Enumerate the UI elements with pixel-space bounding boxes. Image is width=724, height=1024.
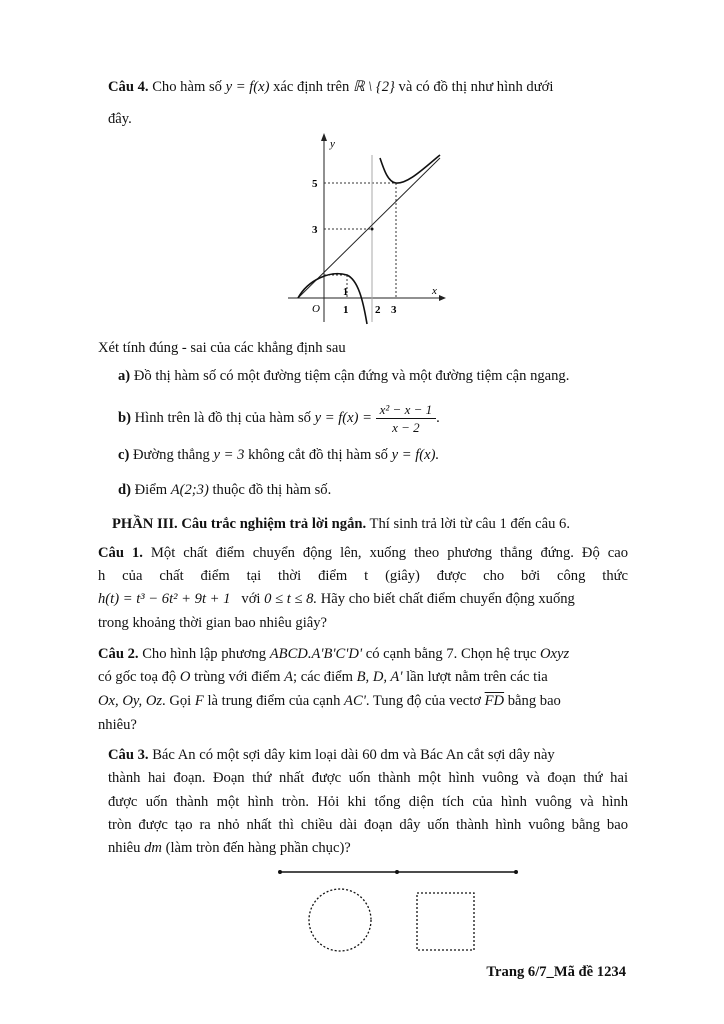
q4-c-text-b: không cắt đồ thị hàm số	[248, 447, 388, 463]
q4-d-text-b: thuộc đồ thị hàm số.	[212, 482, 332, 498]
small-label: 1	[343, 287, 348, 298]
q2-text-3a: . Gọi	[162, 693, 192, 709]
y-axis-label: y	[330, 138, 335, 150]
q4-statement-a	[118, 366, 569, 386]
q2-point-a: A	[284, 669, 294, 685]
y-tick-5: 5	[312, 178, 318, 190]
q2-vector: $\overline{FD}$	[484, 693, 505, 709]
q4-b-end: .	[436, 410, 440, 426]
q4-b-denominator: x − 2	[392, 420, 420, 436]
point-2-3	[371, 228, 374, 231]
q2-text-1b: có cạnh bằng 7. Chọn hệ trục	[365, 646, 537, 662]
part3-heading: PHẦN III. Câu trắc nghiệm trả lời ngắn.	[112, 516, 367, 532]
q3-text-5a: nhiêu	[108, 840, 141, 856]
graph-left-branch	[298, 274, 367, 324]
q4-intro-text-c: và có đồ thị như hình dưới	[398, 79, 554, 95]
q3-length: 60 dm	[362, 747, 400, 763]
q2-text-3c: . Tung độ của vectơ	[365, 693, 481, 709]
q2-cube: ABCD.A'B'C'D'	[269, 646, 363, 662]
q4-a-label: a)	[118, 368, 131, 384]
q1-line-4: trong khoảng thời gian bao nhiêu giây?	[98, 615, 328, 631]
wire-cut-point	[395, 870, 399, 874]
origin-label: O	[312, 303, 320, 315]
q2-line-2	[98, 667, 548, 687]
wire-end-right	[514, 870, 518, 874]
oblique-asymptote	[298, 158, 440, 298]
q2-axes: Oxyz	[540, 646, 570, 662]
graph-right-branch	[380, 155, 440, 183]
q2-line-3	[98, 691, 561, 711]
x-tick-3: 3	[391, 304, 397, 316]
q4-statement-c	[118, 445, 439, 465]
q2-points: B, D, A'	[356, 669, 403, 685]
wire-end-left	[278, 870, 282, 874]
q1-text-1: Một chất điểm chuyển động lên, xuống theo phương thẳng đứng. Độ cao	[150, 545, 628, 561]
q4-b-text: Hình trên là đồ thị của hàm số	[134, 410, 311, 426]
q1-formula: h(t) = t³ − 6t² + 9t + 1	[98, 591, 231, 607]
q4-intro-line	[108, 77, 553, 97]
circle-shape	[309, 889, 371, 951]
q4-graph	[280, 128, 450, 328]
q4-d-math: A(2;3)	[170, 482, 209, 498]
q2-line-4: nhiêu?	[98, 717, 137, 733]
q3-unit: dm	[144, 840, 162, 856]
q2-label: Câu 2.	[98, 646, 139, 662]
q1-line-2: h của chất điểm tại thời điểm t (giây) được cho bởi công thức	[98, 568, 628, 584]
q4-a-text: Đồ thị hàm số có một đường tiệm cận đứng và một đường tiệm cận ngang.	[133, 368, 570, 384]
q3-text-5b: (làm tròn đến hàng phần chục)?	[165, 840, 351, 856]
q2-text-3b: là trung điểm của cạnh	[207, 693, 341, 709]
page-footer: Trang 6/7_Mã đề 1234	[486, 964, 626, 980]
part3-instruction: Thí sinh trả lời từ câu 1 đến câu 6.	[369, 516, 570, 532]
q4-b-label: b)	[118, 410, 131, 426]
q4-statement-d	[118, 480, 331, 500]
q3-line-4: tròn được tạo ra nhỏ nhất thì chiều dài đoạn dây uốn thành hình vuông bằng bao	[108, 817, 628, 833]
q3-line-1	[108, 745, 555, 765]
q2-point-f: F	[194, 693, 204, 709]
part3-heading-line	[112, 514, 570, 534]
q4-d-label: d)	[118, 482, 131, 498]
q3-line-2: thành hai đoạn. Đoạn thứ nhất được uốn thành một hình vuông và đoạn thứ hai	[108, 770, 628, 786]
q3-figure	[270, 860, 530, 960]
x-tick-1: 1	[343, 304, 349, 316]
q2-text-2b: trùng với điểm	[194, 669, 281, 685]
q1-text-3: Hãy cho biết chất điểm chuyển động xuống	[320, 591, 575, 607]
q4-b-lhs: y = f(x) =	[314, 410, 372, 426]
q4-domain: ℝ \ {2}	[352, 79, 395, 95]
q1-range: 0 ≤ t ≤ 8.	[264, 591, 318, 607]
q2-text-2d: lần lượt nằm trên các tia	[406, 669, 548, 685]
y-axis-arrow	[321, 133, 327, 141]
q4-c-math-a: y = 3	[213, 447, 245, 463]
q3-line-3: được uốn thành một hình tròn. Hỏi khi tổng diện tích của hình vuông và hình	[108, 794, 628, 810]
q4-function: y = f(x)	[225, 79, 270, 95]
q4-intro-line-2: đây.	[108, 111, 132, 127]
q2-origin: O	[179, 669, 191, 685]
q3-text-1b: và Bác An cắt sợi dây này	[402, 747, 555, 763]
q2-rays: Ox, Oy, Oz	[98, 693, 163, 709]
q3-line-5	[108, 838, 351, 858]
q3-text-1a: Bác An có một sợi dây kim loại dài	[152, 747, 359, 763]
q4-c-math-b: y = f(x).	[391, 447, 440, 463]
q4-b-numerator: x² − x − 1	[376, 401, 436, 419]
q3-label: Câu 3.	[108, 747, 149, 763]
q1-line-3	[98, 589, 575, 609]
q2-text-3d: bằng bao	[507, 693, 561, 709]
q2-line-1	[98, 644, 569, 664]
q4-c-label: c)	[118, 447, 130, 463]
q4-intro-text: Cho hàm số	[152, 79, 222, 95]
y-tick-3: 3	[312, 224, 318, 236]
q2-edge: AC'	[344, 693, 366, 709]
q1-with: với	[241, 591, 261, 607]
q4-prompt: Xét tính đúng - sai của các khẳng định sau	[98, 340, 346, 356]
q4-statement-b	[118, 400, 440, 436]
q4-b-fraction	[376, 401, 436, 436]
x-tick-2: 2	[375, 304, 381, 316]
x-axis-arrow	[439, 295, 446, 301]
q2-text-2c: ; các điểm	[293, 669, 353, 685]
q4-d-text-a: Điểm	[134, 482, 168, 498]
q1-label: Câu 1.	[98, 545, 143, 561]
q1-line-1	[98, 543, 628, 563]
x-axis-label: x	[432, 285, 437, 297]
q4-c-text-a: Đường thẳng	[133, 447, 210, 463]
q4-label: Câu 4.	[108, 79, 149, 95]
q2-text-1a: Cho hình lập phương	[142, 646, 267, 662]
q2-text-2a: có gốc toạ độ	[98, 669, 177, 685]
square-shape	[417, 893, 474, 950]
q4-intro-text-b: xác định trên	[273, 79, 350, 95]
